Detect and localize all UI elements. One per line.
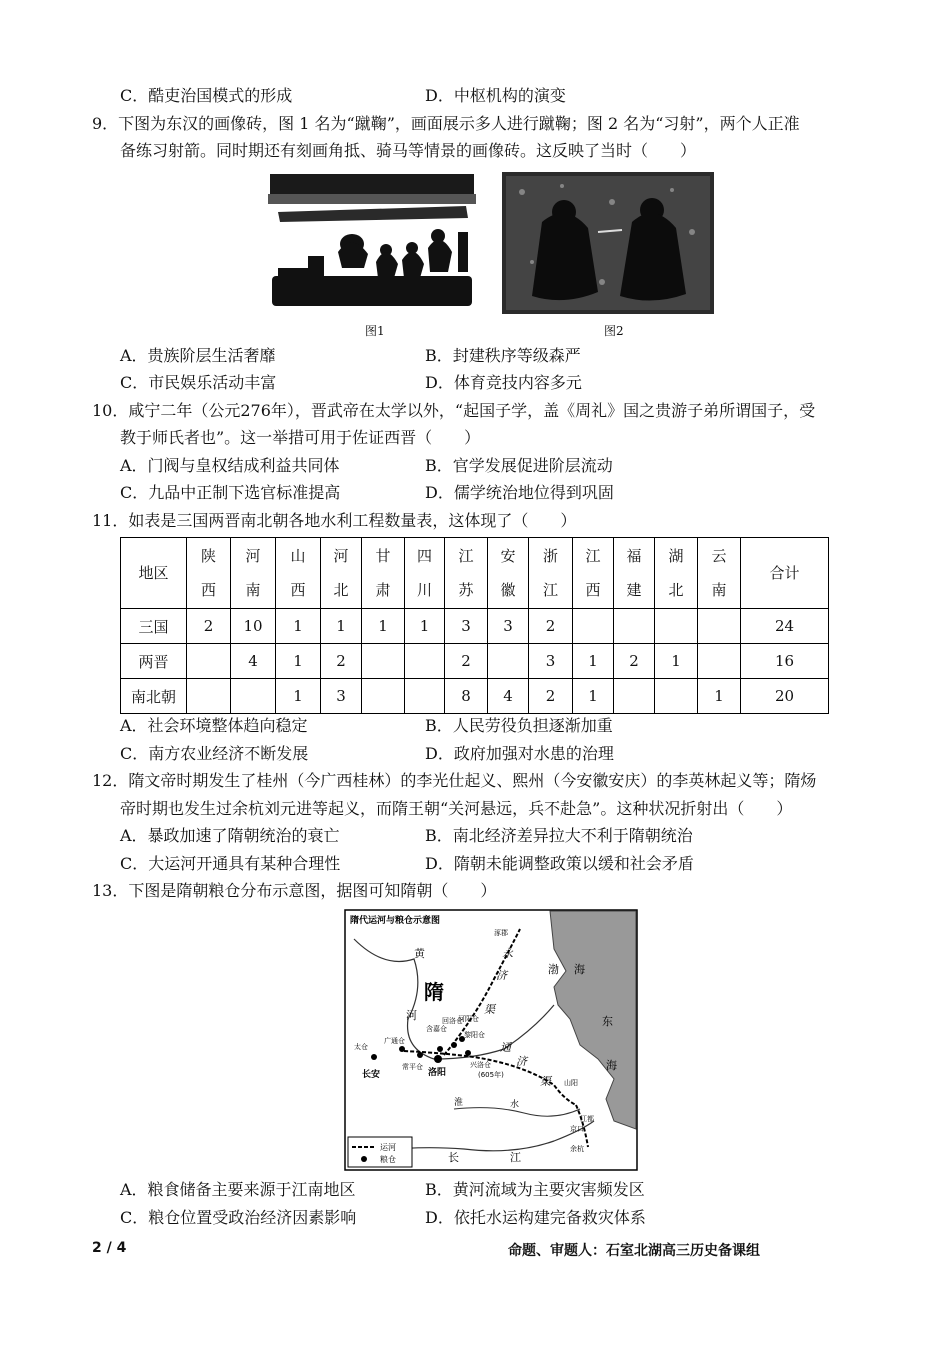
q12-option-a: A．暴政加速了隋朝统治的衰亡 bbox=[120, 826, 340, 845]
table-cell bbox=[187, 679, 231, 714]
fig2-caption: 图2 bbox=[604, 324, 624, 338]
table-cell: 1 bbox=[276, 679, 321, 714]
table-cell: 1 bbox=[405, 609, 445, 644]
total-cell: 24 bbox=[741, 609, 829, 644]
map-label-changan: 长安 bbox=[362, 1070, 381, 1080]
region-header: 河 南 bbox=[231, 538, 276, 609]
table-cell: 1 bbox=[573, 644, 614, 679]
irrigation-table bbox=[120, 537, 829, 714]
region-header: 四 川 bbox=[405, 538, 445, 609]
q12-stem-line1: 12．隋文帝时期发生了桂州（今广西桂林）的李光仕起义、熙州（今安徽安庆）的李英林起义等；隋炀 bbox=[92, 771, 817, 790]
q11-option-c: C．南方农业经济不断发展 bbox=[120, 744, 309, 763]
region-header: 浙 江 bbox=[529, 538, 573, 609]
region-header: 江 苏 bbox=[445, 538, 488, 609]
map-label-xingluo: 兴洛仓 bbox=[470, 1061, 491, 1069]
q13-option-d: D．依托水运构建完备救灾体系 bbox=[425, 1208, 646, 1227]
q9-option-c: C．市民娱乐活动丰富 bbox=[120, 373, 277, 392]
region-header: 福 建 bbox=[614, 538, 655, 609]
q13-option-c: C．粮仓位置受政治经济因素影响 bbox=[120, 1208, 357, 1227]
table-cell: 1 bbox=[276, 609, 321, 644]
map-label-taicang: 太仓 bbox=[354, 1043, 368, 1051]
table-cell bbox=[187, 644, 231, 679]
q10-option-b: B．官学发展促进阶层流动 bbox=[425, 456, 613, 475]
map-label-zhuojun: 涿郡 bbox=[494, 929, 508, 937]
table-row bbox=[121, 679, 829, 714]
map-label-heyang: 河阳仓 bbox=[458, 1015, 479, 1023]
page-number: 2 / 4 bbox=[92, 1240, 127, 1256]
map-label-hanjia: 含嘉仓 bbox=[426, 1025, 447, 1033]
table-cell: 1 bbox=[362, 609, 405, 644]
period-cell: 三国 bbox=[121, 609, 187, 644]
table-row bbox=[121, 609, 829, 644]
q10-stem-line1: 10．咸宁二年（公元276年），晋武帝在太学以外，“起国子学，盖《周礼》国之贵游子弟所谓国子，受 bbox=[92, 401, 816, 420]
table-header-row bbox=[121, 538, 829, 609]
region-header: 山 西 bbox=[276, 538, 321, 609]
table-cell: 3 bbox=[445, 609, 488, 644]
q8-option-c: C．酷吏治国模式的形成 bbox=[120, 86, 293, 105]
table-cell: 4 bbox=[231, 644, 276, 679]
map-label-donghai2: 海 bbox=[606, 1059, 617, 1072]
map-label-jiang: 江 bbox=[510, 1151, 521, 1164]
map-label-huiluo: 回洛仓 bbox=[442, 1017, 463, 1025]
q11-option-a: A．社会环境整体趋向稳定 bbox=[120, 716, 308, 735]
table-cell: 2 bbox=[445, 644, 488, 679]
map-label-tongji2: 济 bbox=[516, 1055, 527, 1068]
map-label-bohai1: 渤 bbox=[548, 963, 559, 976]
table-cell bbox=[405, 679, 445, 714]
legend-granary: 粮仓 bbox=[380, 1155, 396, 1164]
q11-option-d: D．政府加强对水患的治理 bbox=[425, 744, 614, 763]
map-label-he: 河 bbox=[406, 1009, 417, 1022]
q13-option-a: A．粮食储备主要来源于江南地区 bbox=[120, 1180, 356, 1199]
map-label-chang: 长 bbox=[448, 1151, 459, 1164]
q8-option-d: D．中枢机构的演变 bbox=[425, 86, 566, 105]
map-label-donghai1: 东 bbox=[602, 1015, 613, 1028]
q10-stem-line2: 教于师氏者也”。这一举措可用于佐证西晋（ ） bbox=[120, 428, 481, 447]
table-cell: 1 bbox=[321, 609, 362, 644]
map-label-yuhang: 余杭 bbox=[570, 1145, 584, 1153]
q12-option-c: C．大运河开通具有某种合理性 bbox=[120, 854, 341, 873]
table-cell bbox=[573, 609, 614, 644]
map-title: 隋代运河与粮仓示意图 bbox=[350, 916, 441, 926]
map-label-changping: 常平仓 bbox=[402, 1063, 423, 1071]
figure-cuju-brick bbox=[268, 172, 476, 314]
period-cell: 两晋 bbox=[121, 644, 187, 679]
map-label-shui: 水 bbox=[510, 1100, 520, 1110]
map-label-huai: 淮 bbox=[454, 1098, 464, 1108]
table-cell: 2 bbox=[614, 644, 655, 679]
table-cell bbox=[488, 644, 529, 679]
table-cell: 1 bbox=[655, 644, 698, 679]
map-label-bohai2: 海 bbox=[574, 963, 585, 976]
map-label-yongji2: 济 bbox=[496, 969, 507, 982]
map-label-jiangdu: 江都 bbox=[580, 1115, 594, 1123]
map-label-year: (605年) bbox=[478, 1071, 504, 1079]
table-cell: 2 bbox=[187, 609, 231, 644]
map-label-jingkou: 京口 bbox=[570, 1125, 584, 1133]
table-cell bbox=[231, 679, 276, 714]
map-label-tongji1: 通 bbox=[500, 1041, 511, 1054]
table-cell: 2 bbox=[529, 679, 573, 714]
map-label-guangtong: 广通仓 bbox=[384, 1037, 405, 1045]
q11-option-b: B．人民劳役负担逐渐加重 bbox=[425, 716, 613, 735]
q9-option-a: A．贵族阶层生活奢靡 bbox=[120, 346, 276, 365]
q9-stem-line1: 9．下图为东汉的画像砖，图 1 名为“蹴鞠”，画面展示多人进行蹴鞠；图 2 名为“习射”，两个人正准 bbox=[92, 114, 800, 133]
map-label-yongji1: 永 bbox=[502, 947, 513, 960]
table-cell: 10 bbox=[231, 609, 276, 644]
map-label-yongji3: 渠 bbox=[484, 1003, 495, 1016]
region-header: 安 徽 bbox=[488, 538, 529, 609]
q10-option-a: A．门阀与皇权结成利益共同体 bbox=[120, 456, 340, 475]
table-cell: 1 bbox=[276, 644, 321, 679]
q12-option-d: D．隋朝未能调整政策以缓和社会矛盾 bbox=[425, 854, 694, 873]
table-cell: 8 bbox=[445, 679, 488, 714]
q9-option-d: D．体育竞技内容多元 bbox=[425, 373, 582, 392]
table-cell: 1 bbox=[698, 679, 741, 714]
period-cell: 南北朝 bbox=[121, 679, 187, 714]
q9-stem-line2: 备练习射箭。同时期还有刻画角抵、骑马等情景的画像砖。这反映了当时（ ） bbox=[120, 141, 697, 160]
table-cell bbox=[362, 679, 405, 714]
region-header: 河 北 bbox=[321, 538, 362, 609]
table-cell bbox=[655, 679, 698, 714]
table-cell bbox=[655, 609, 698, 644]
figure-archery-brick bbox=[502, 172, 714, 314]
q13-option-b: B．黄河流域为主要灾害频发区 bbox=[425, 1180, 645, 1199]
map-label-luoyang: 洛阳 bbox=[428, 1068, 447, 1078]
table-cell: 4 bbox=[488, 679, 529, 714]
total-cell: 16 bbox=[741, 644, 829, 679]
table-cell: 2 bbox=[321, 644, 362, 679]
q9-option-b: B．封建秩序等级森严 bbox=[425, 346, 581, 365]
table-cell bbox=[362, 644, 405, 679]
table-cell bbox=[698, 609, 741, 644]
region-header: 湖 北 bbox=[655, 538, 698, 609]
table-cell: 2 bbox=[529, 609, 573, 644]
region-header: 云 南 bbox=[698, 538, 741, 609]
region-header: 陕 西 bbox=[187, 538, 231, 609]
fig1-caption: 图1 bbox=[365, 324, 385, 338]
sui-canal-granary-map bbox=[344, 909, 638, 1171]
q12-option-b: B．南北经济差异拉大不利于隋朝统治 bbox=[425, 826, 693, 845]
author-credit: 命题、审题人：石室北湖高三历史备课组 bbox=[508, 1243, 760, 1259]
table-cell bbox=[698, 644, 741, 679]
table-corner: 地区 bbox=[121, 538, 187, 609]
map-label-sui: 隋 bbox=[424, 980, 444, 1004]
table-cell bbox=[614, 679, 655, 714]
legend-canal: 运河 bbox=[380, 1143, 396, 1152]
map-label-shanyang: 山阳 bbox=[564, 1079, 578, 1087]
table-cell: 3 bbox=[529, 644, 573, 679]
q11-stem: 11．如表是三国两晋南北朝各地水利工程数量表，这体现了（ ） bbox=[92, 511, 577, 530]
region-header: 甘 肃 bbox=[362, 538, 405, 609]
table-row bbox=[121, 644, 829, 679]
table-cell: 3 bbox=[488, 609, 529, 644]
q10-option-c: C．九品中正制下选官标准提高 bbox=[120, 483, 341, 502]
table-cell bbox=[405, 644, 445, 679]
total-cell: 20 bbox=[741, 679, 829, 714]
q10-option-d: D．儒学统治地位得到巩固 bbox=[425, 483, 614, 502]
table-cell: 1 bbox=[573, 679, 614, 714]
map-label-huang: 黄 bbox=[414, 947, 425, 960]
region-header: 江 西 bbox=[573, 538, 614, 609]
table-cell: 3 bbox=[321, 679, 362, 714]
map-label-tongji3: 渠 bbox=[540, 1075, 551, 1088]
table-cell bbox=[614, 609, 655, 644]
map-label-liyang: 黎阳仓 bbox=[464, 1031, 485, 1039]
q12-stem-line2: 帝时期也发生过余杭刘元进等起义，而隋王朝“关河悬远，兵不赴急”。这种状况折射出（ ） bbox=[120, 799, 793, 818]
total-header: 合计 bbox=[741, 538, 829, 609]
q13-stem: 13．下图是隋朝粮仓分布示意图，据图可知隋朝（ ） bbox=[92, 881, 497, 900]
